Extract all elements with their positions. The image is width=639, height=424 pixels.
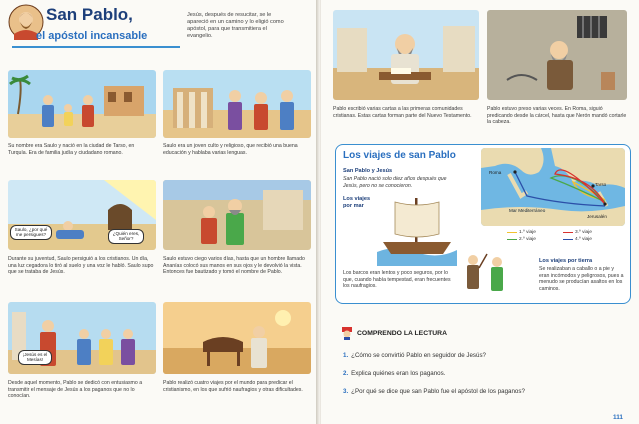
question-3 bbox=[343, 388, 525, 395]
lectura-title: COMPRENDO LA LECTURA bbox=[357, 330, 447, 337]
intro-text: Jesús, después de resucitar, se le apareció en un camino y lo eligió como apóstol, para que transmitiera el evangelio. bbox=[187, 12, 284, 39]
caption-letters: Pablo escribió varias cartas a las primeras comunidades cristianas. Estas cartas forman parte del Nuevo Testamento. bbox=[333, 106, 472, 119]
question-number-2: 2. bbox=[343, 370, 349, 377]
caption-1: Su nombre era Saulo y nació en la ciudad de Tarso, en Turquía. Era de familia judía y ciudadano romano. bbox=[8, 143, 135, 156]
legend-label-1: 1.º viaje bbox=[519, 230, 536, 235]
legend-item-3 bbox=[563, 230, 592, 235]
legend-label-3: 3.º viaje bbox=[575, 230, 592, 235]
pirate-icon bbox=[341, 326, 353, 340]
illustration-prison bbox=[487, 10, 627, 100]
viajes-mar-text: Los barcos eran lentos y poco seguros, por lo que, cuando había tempestad, eran frecuentes los naufragios. bbox=[343, 270, 451, 290]
question-text-3: ¿Por qué se dice que san Pablo fue el apóstol de los paganos? bbox=[351, 388, 525, 395]
caption-3: Durante su juventud, Saulo persiguió a los cristianos. Un día, una luz cegadora lo tiró al suelo y una voz le habló. Saulo supo que se trataba de Jesús. bbox=[8, 256, 154, 276]
viajes-tierra-text: Se realizaban a caballo o a pie y eran incómodos y peligrosos, pues a menudo se producían asaltos en los caminos. bbox=[539, 266, 624, 292]
illustration-letters bbox=[333, 10, 479, 100]
viajes-jesus-head: San Pablo y Jesús bbox=[343, 168, 393, 174]
caption-5: Desde aquel momento, Pablo se dedicó con entusiasmo a transmitir el mensaje de Jesús a los paganos que no lo conocían. bbox=[8, 380, 143, 400]
illustration-ship bbox=[377, 194, 457, 266]
question-1 bbox=[343, 352, 486, 359]
speech-bubble-mesias: ¡Jesús es el Mesías! bbox=[18, 350, 52, 365]
illustration-ananias bbox=[163, 180, 311, 250]
map-label-tarso: Tarso bbox=[595, 182, 607, 187]
legend-swatch-2 bbox=[507, 239, 517, 241]
page-title: San Pablo, bbox=[46, 5, 133, 24]
left-page bbox=[0, 0, 318, 424]
illustration-tarso bbox=[8, 70, 156, 138]
illustration-education bbox=[163, 70, 311, 138]
viajes-tierra-head: Los viajes por tierra bbox=[539, 258, 593, 264]
viajes-mar-head: Los viajes por mar bbox=[343, 196, 371, 209]
legend-label-2: 2.º viaje bbox=[519, 237, 536, 242]
caption-2: Saulo era un joven culto y religioso, que recibió una buena educación y hablaba varias lenguas. bbox=[163, 143, 298, 156]
title-underline bbox=[12, 46, 180, 48]
legend-swatch-3 bbox=[563, 232, 573, 234]
question-text-1: ¿Cómo se convirtió Pablo en seguidor de Jesús? bbox=[351, 352, 486, 359]
speech-bubble-quien: ¿Quién eres, Señor? bbox=[108, 229, 144, 244]
legend-item-2 bbox=[507, 237, 536, 242]
page-number: 111 bbox=[613, 414, 623, 421]
legend-swatch-1 bbox=[507, 232, 517, 234]
map-label-roma: Roma bbox=[489, 170, 502, 175]
question-text-2: Explica quiénes eran los paganos. bbox=[351, 370, 446, 377]
question-number-1: 1. bbox=[343, 352, 349, 359]
page-subtitle: el apóstol incansable bbox=[36, 30, 148, 42]
viajes-title: Los viajes de san Pablo bbox=[343, 150, 456, 161]
illustration-journey bbox=[163, 302, 311, 374]
legend-label-4: 4.º viaje bbox=[575, 237, 592, 242]
caption-6: Pablo realizó cuatro viajes por el mundo para predicar el cristianismo, en los que sufrió naufragios y otras dificultades. bbox=[163, 380, 303, 393]
legend-item-4 bbox=[563, 237, 592, 242]
map-legend bbox=[489, 230, 621, 246]
caption-prison: Pablo estuvo preso varias veces. En Roma, siguió predicando desde la cárcel, hasta que Nerón mandó cortarle la cabeza. bbox=[487, 106, 627, 126]
illustration-land-travelers bbox=[459, 250, 513, 296]
legend-swatch-4 bbox=[563, 239, 573, 241]
question-number-3: 3. bbox=[343, 388, 349, 395]
caption-4: Saulo estuvo ciego varios días, hasta que un hombre llamado Ananías colocó sus manos en sus ojos y le devolvió la vista. Entonces fue bautizado y tomó el nombre de Pablo. bbox=[163, 256, 305, 276]
map-label-jerusalen: Jerusalén bbox=[587, 214, 607, 219]
speech-bubble-saulo: Saulo, ¿por qué me persigues? bbox=[10, 225, 52, 240]
right-page bbox=[321, 0, 639, 424]
legend-item-1 bbox=[507, 230, 536, 235]
viajes-jesus-text: San Pablo nació solo diez años después que Jesús, pero no se conocieron. bbox=[343, 176, 447, 189]
question-2 bbox=[343, 370, 445, 377]
map-label-mar: Mar Mediterráneo bbox=[509, 208, 546, 213]
